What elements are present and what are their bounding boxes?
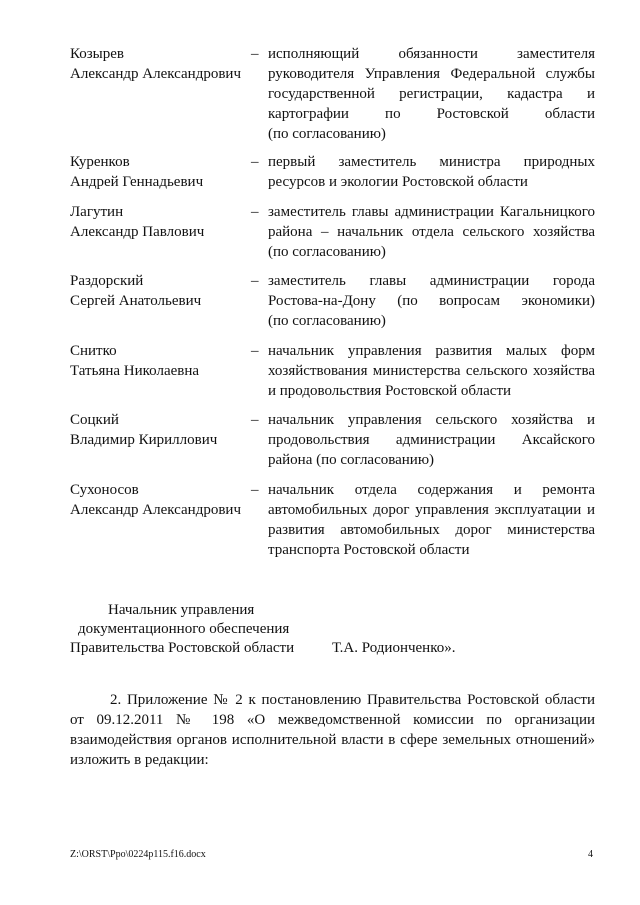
member-name	[70, 271, 250, 311]
position-line: автомобильных дорог управления эксплуатации и	[268, 502, 595, 518]
position-line: первый заместитель министра природных	[268, 154, 595, 170]
position-line: картографии по Ростовской области	[268, 106, 595, 122]
member-name	[70, 152, 250, 192]
paragraph-amendment	[70, 690, 595, 770]
signature-title-line: Правительства Ростовской области	[70, 640, 295, 656]
page-number: 4	[588, 849, 593, 860]
member-name	[70, 480, 250, 520]
member-name	[70, 410, 250, 450]
position-line: Ростова-на-Дону (по вопросам экономики)	[268, 293, 595, 309]
position-line: (по согласованию)	[268, 313, 386, 329]
member-given-name: Александр Александрович	[70, 502, 241, 518]
position-line: развития автомобильных дорог министерства	[268, 522, 595, 538]
signature-name: Т.А. Родионченко».	[332, 640, 456, 656]
member-position	[268, 271, 595, 331]
member-surname: Сухоносов	[70, 482, 139, 498]
footer-file-path: Z:\ORST\Ppo\0224p115.f16.docx	[70, 849, 206, 860]
paragraph-line: взаимодействия органов исполнительной власти в сфере земельных отношений»	[70, 732, 595, 748]
member-position	[268, 480, 595, 560]
member-given-name: Александр Александрович	[70, 66, 241, 82]
paragraph-line: 2. Приложение № 2 к постановлению Правительства Ростовской области	[110, 692, 595, 708]
paragraph-line: от 09.12.2011 № 198 «О межведомственной комиссии по организации	[70, 712, 595, 728]
member-position	[268, 341, 595, 401]
member-surname: Лагутин	[70, 204, 124, 220]
position-line: начальник отдела содержания и ремонта	[268, 482, 595, 498]
member-given-name: Татьяна Николаевна	[70, 363, 200, 379]
dash-separator: –	[251, 204, 259, 220]
position-line: (по согласованию)	[268, 244, 386, 260]
dash-separator: –	[251, 343, 259, 359]
member-given-name: Александр Павлович	[70, 224, 205, 240]
member-name	[70, 341, 250, 381]
position-line: исполняющий обязанности заместителя	[268, 46, 595, 62]
member-name	[70, 44, 250, 84]
member-position	[268, 152, 595, 192]
dash-separator: –	[251, 273, 259, 289]
member-given-name: Сергей Анатольевич	[70, 293, 202, 309]
position-line: и продовольствия Ростовской области	[268, 383, 512, 399]
position-line: государственной регистрации, кадастра и	[268, 86, 595, 102]
position-line: (по согласованию)	[268, 126, 386, 142]
member-surname: Снитко	[70, 343, 117, 359]
position-line: района (по согласованию)	[268, 452, 435, 468]
member-given-name: Андрей Геннадьевич	[70, 174, 204, 190]
position-line: района – начальник отдела сельского хозяйства	[268, 224, 595, 240]
signature-title-line: Начальник управления	[108, 602, 255, 618]
position-line: руководителя Управления Федеральной службы	[268, 66, 595, 82]
position-line: транспорта Ростовской области	[268, 542, 470, 558]
member-position	[268, 202, 595, 262]
signature-title-line: документационного обеспечения	[78, 621, 290, 637]
dash-separator: –	[251, 412, 259, 428]
dash-separator: –	[251, 482, 259, 498]
position-line: заместитель главы администрации города	[268, 273, 595, 289]
paragraph-line: изложить в редакции:	[70, 752, 209, 768]
member-surname: Козырев	[70, 46, 125, 62]
member-surname: Раздорский	[70, 273, 144, 289]
member-surname: Соцкий	[70, 412, 119, 428]
member-position	[268, 44, 595, 144]
position-line: заместитель главы администрации Кагальницкого	[268, 204, 595, 220]
dash-separator: –	[251, 46, 259, 62]
position-line: ресурсов и экологии Ростовской области	[268, 174, 528, 190]
member-position	[268, 410, 595, 470]
member-surname: Куренков	[70, 154, 130, 170]
member-name	[70, 202, 250, 242]
position-line: начальник управления сельского хозяйства и	[268, 412, 595, 428]
position-line: продовольствия администрации Аксайского	[268, 432, 595, 448]
member-given-name: Владимир Кириллович	[70, 432, 218, 448]
position-line: начальник управления развития малых форм	[268, 343, 595, 359]
dash-separator: –	[251, 154, 259, 170]
position-line: хозяйствования министерства сельского хозяйства	[268, 363, 595, 379]
